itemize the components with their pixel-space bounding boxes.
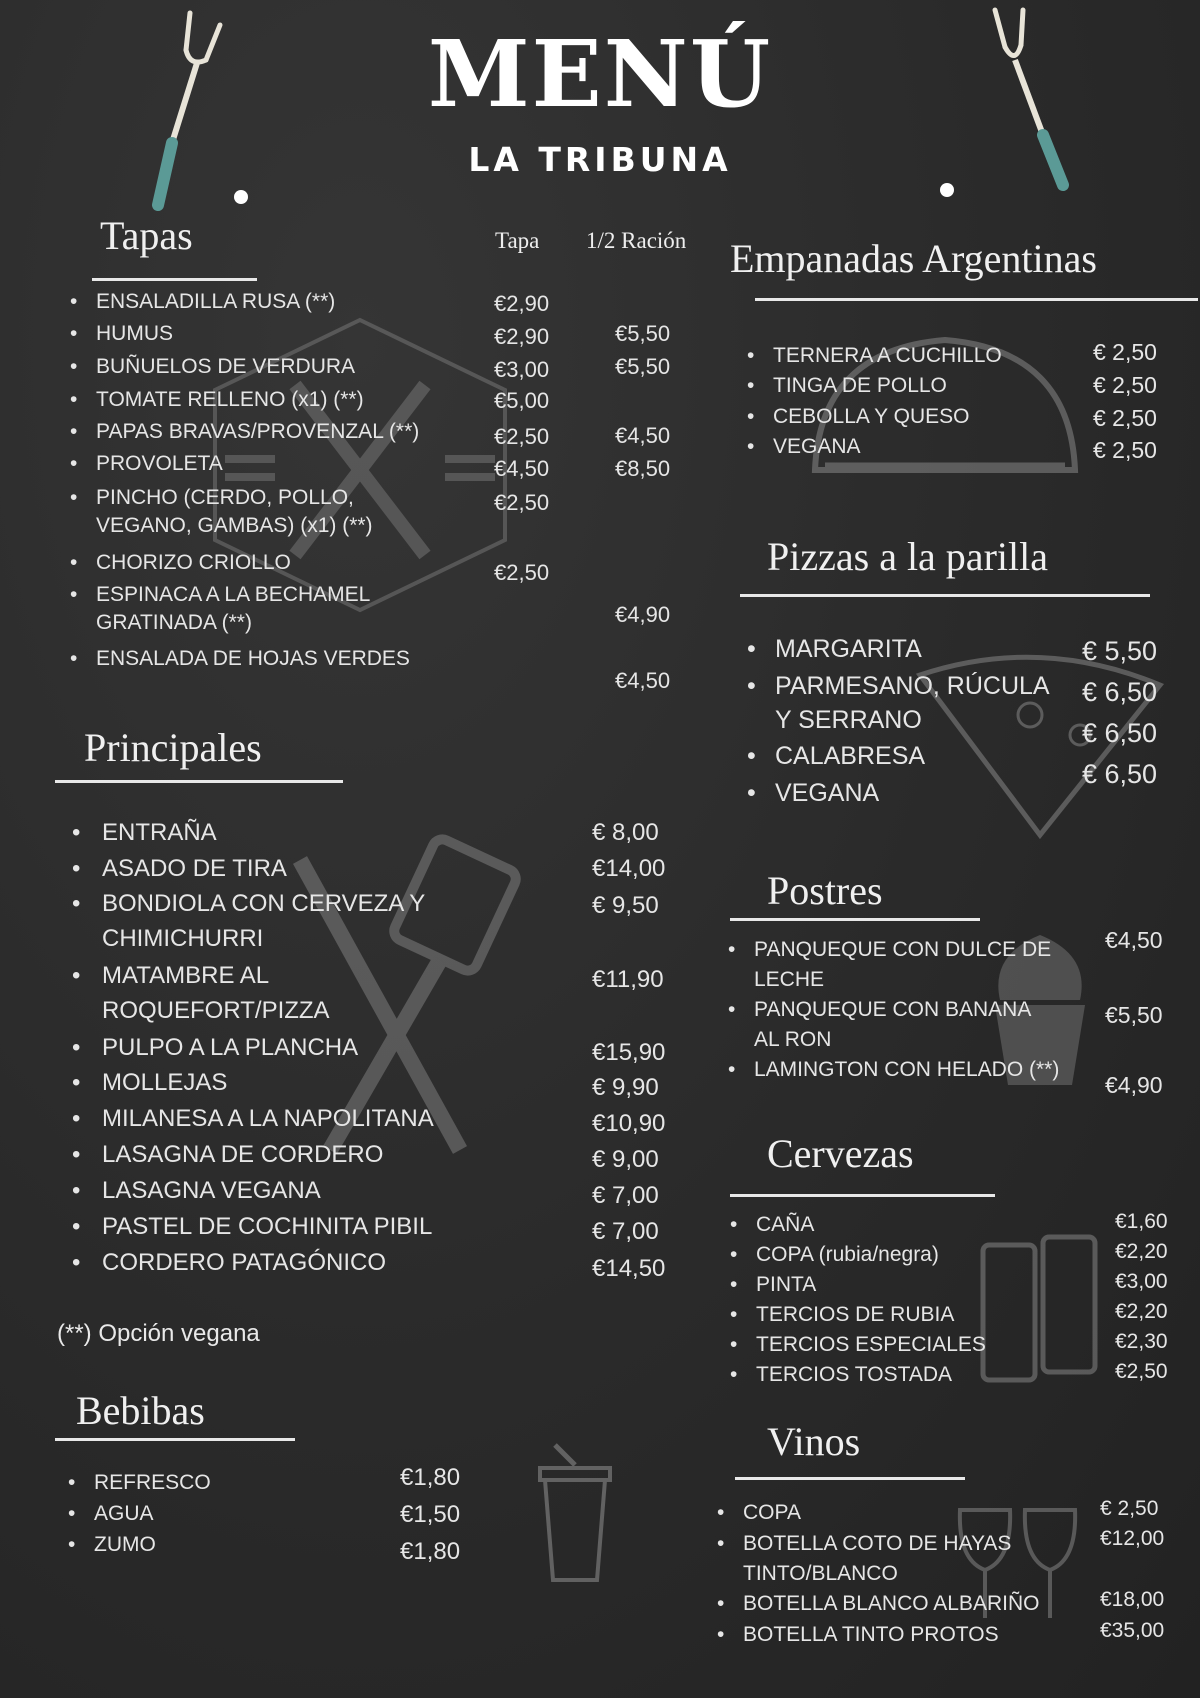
list-item [730,1240,939,1270]
item-name-continued: ROQUEFORT/PIZZA [102,997,330,1024]
item-price: €35,00 [1100,1619,1165,1642]
list-item [72,1173,321,1208]
bullet-icon: • [72,1034,81,1061]
item-price: €2,50 [1115,1360,1168,1383]
tapas-title: Tapas [100,213,193,258]
item-name: LAMINGTON CON HELADO (**) [754,1058,1060,1081]
bullet-icon: • [728,938,736,961]
list-item [730,1300,955,1330]
cervezas-underline [730,1194,995,1197]
item-name: MATAMBRE AL [102,962,270,989]
item-name: ESPINACA A LA BECHAMEL [96,583,371,606]
principales-title: Principales [84,725,262,770]
item-name: BONDIOLA CON CERVEZA Y [102,890,426,917]
item-price: €1,80 [400,1464,461,1491]
item-name-continued: TINTO/BLANCO [743,1562,898,1585]
item-name: PASTEL DE COCHINITA PIBIL [102,1213,433,1240]
item-name: CHORIZO CRIOLLO [96,551,291,574]
bullet-icon: • [68,1471,76,1494]
bullet-icon: • [747,672,756,700]
item-name: AGUA [94,1502,154,1525]
menu-title: MENÚ [427,20,773,128]
list-item [72,886,426,956]
bullet-icon: • [70,322,78,345]
item-name-continued: LECHE [754,968,825,991]
item-name: ENSALADA DE HOJAS VERDES [96,647,410,670]
item-price: €12,00 [1100,1527,1165,1550]
item-name: LASAGNA VEGANA [102,1177,321,1204]
list-item [717,1620,999,1650]
item-price: € 6,50 [1082,759,1158,789]
list-item [728,995,1032,1055]
item-name: TINGA DE POLLO [773,374,947,397]
item-name: BOTELLA TINTO PROTOS [743,1623,999,1646]
item-price: € 2,50 [1093,437,1157,463]
item-name-continued: Y SERRANO [775,706,922,734]
item-price: €15,90 [592,1039,666,1066]
item-price: € 8,00 [592,819,659,846]
item-price: €5,50 [615,354,671,379]
item-name: MOLLEJAS [102,1069,228,1096]
item-price: €2,50 [494,490,550,515]
bullet-icon: • [72,1069,81,1096]
bullet-icon: • [72,962,81,989]
item-price: €2,20 [1115,1240,1168,1263]
item-price: € 2,50 [1093,339,1157,365]
bullet-icon: • [728,998,736,1021]
vinos-title: Vinos [767,1419,861,1464]
list-item [72,1101,434,1136]
bullet-icon: • [717,1592,725,1615]
cervezas-title: Cervezas [767,1131,914,1176]
item-price: €2,50 [494,560,550,585]
list-item [728,1055,1060,1085]
bullet-icon: • [70,647,78,670]
item-name: TERNERA A CUCHILLO [773,344,1002,367]
item-price: €3,00 [494,357,550,382]
list-item [70,581,371,637]
bullet-icon: • [730,1243,738,1266]
list-item [72,1137,384,1172]
postres-underline [730,918,980,921]
tapas-col-tapa: Tapa [495,228,540,253]
item-price: €4,50 [494,456,550,481]
item-name: PROVOLETA [96,452,223,475]
tapas-col-racion: 1/2 Ración [586,228,687,253]
bullet-icon: • [72,1105,81,1132]
list-item [72,851,287,886]
list-item [72,1245,387,1280]
bullet-icon: • [68,1502,76,1525]
bullet-icon: • [70,388,78,411]
item-name: BUÑUELOS DE VERDURA [96,355,356,378]
item-price: €8,50 [615,456,671,481]
bullet-icon: • [730,1273,738,1296]
item-price: €2,90 [494,291,550,316]
list-item [730,1270,817,1300]
item-price: € 9,00 [592,1146,659,1173]
item-name: TERCIOS TOSTADA [756,1363,953,1386]
item-name-continued: AL RON [754,1028,832,1051]
list-item [70,450,223,478]
empanadas-underline [755,298,1198,301]
item-price: €14,50 [592,1255,666,1282]
bullet-icon: • [717,1532,725,1555]
list-item [70,645,410,673]
tapas-underline [92,278,257,281]
list-item [70,320,173,348]
item-price: € 2,50 [1093,405,1157,431]
item-price: €4,90 [1105,1072,1163,1098]
bullet-icon: • [747,344,755,367]
item-price: € 9,50 [592,892,659,919]
list-item [68,1468,211,1498]
item-price: € 6,50 [1082,677,1158,707]
list-item [68,1530,156,1560]
bullet-icon: • [717,1501,725,1524]
list-item [717,1529,1012,1589]
item-name: COPA [743,1501,801,1524]
drink-cup-icon [535,1440,615,1585]
item-name: CEBOLLA Y QUESO [773,405,970,428]
item-price: € 6,50 [1082,718,1158,748]
list-item [717,1498,801,1528]
item-price: €1,80 [400,1538,461,1565]
list-item [717,1589,1040,1619]
item-price: €11,90 [592,966,664,993]
bullet-icon: • [72,819,81,846]
bebidas-underline [55,1438,295,1441]
bullet-icon: • [730,1213,738,1236]
list-item [730,1330,986,1360]
list-item [70,386,364,414]
postres-title: Postres [767,868,883,913]
item-name: ENSALADILLA RUSA (**) [96,290,336,313]
item-name: VEGANA [773,435,861,458]
item-name-continued: GRATINADA (**) [96,611,252,634]
item-name: CALABRESA [775,742,926,770]
list-item [70,288,336,316]
bullet-icon: • [717,1623,725,1646]
item-name: VEGANA [775,779,880,807]
item-price: €18,00 [1100,1588,1165,1611]
item-price: € 5,50 [1082,636,1158,666]
item-price: €5,50 [615,321,671,346]
item-name: CORDERO PATAGÓNICO [102,1249,387,1276]
item-name: PAPAS BRAVAS/PROVENZAL (**) [96,420,420,443]
bullet-icon: • [68,1533,76,1556]
bullet-icon: • [72,1249,81,1276]
principales-underline [55,780,343,783]
item-price: € 2,50 [1100,1497,1159,1520]
pizzas-underline [740,594,1150,597]
list-item [730,1360,953,1390]
item-name: COPA (rubia/negra) [756,1243,939,1266]
bullet-icon: • [747,635,756,663]
list-item [70,418,420,446]
item-name: LASAGNA DE CORDERO [102,1141,384,1168]
item-price: €2,90 [494,324,550,349]
bebidas-title: Bebibas [76,1388,205,1433]
chalk-dot [940,183,954,197]
bullet-icon: • [72,855,81,882]
item-price: € 9,90 [592,1074,659,1101]
item-price: €4,50 [615,423,671,448]
bullet-icon: • [70,452,78,475]
list-item [747,341,1002,371]
bullet-icon: • [747,435,755,458]
bullet-icon: • [730,1303,738,1326]
item-name: PANQUEQUE CON DULCE DE [754,938,1052,961]
bullet-icon: • [70,551,78,574]
list-item [730,1210,815,1240]
item-price: €4,50 [615,668,671,693]
item-name: PANQUEQUE CON BANANA [754,998,1032,1021]
list-item [747,432,861,462]
item-name: BOTELLA BLANCO ALBARIÑO [743,1592,1040,1615]
item-name: CAÑA [756,1213,815,1236]
list-item [70,353,356,381]
item-name: TOMATE RELLENO (x1) (**) [96,388,364,411]
item-price: €5,00 [494,388,550,413]
item-name: MARGARITA [775,635,922,663]
item-price: €5,50 [1105,1002,1163,1028]
item-price: € 2,50 [1093,372,1157,398]
item-name: ASADO DE TIRA [102,855,287,882]
list-item [747,669,1050,737]
vinos-underline [735,1477,965,1480]
bullet-icon: • [72,890,81,917]
item-name: ENTRAÑA [102,819,217,846]
item-price: €1,60 [1115,1210,1168,1233]
bullet-icon: • [70,355,78,378]
empanadas-title: Empanadas Argentinas [730,236,1097,281]
bullet-icon: • [747,742,756,770]
pizzas-title: Pizzas a la parilla [767,534,1048,579]
list-item [70,549,291,577]
bullet-icon: • [72,1213,81,1240]
bullet-icon: • [747,374,755,397]
bullet-icon: • [70,420,78,443]
item-name: ZUMO [94,1533,156,1556]
bullet-icon: • [70,290,78,313]
list-item [747,371,947,401]
list-item [728,935,1052,995]
item-price: € 7,00 [592,1182,659,1209]
bullet-icon: • [730,1333,738,1356]
item-name: TERCIOS DE RUBIA [756,1303,955,1326]
list-item [72,1209,433,1244]
item-name: REFRESCO [94,1471,211,1494]
vegan-note: (**) Opción vegana [57,1320,260,1347]
item-price: €4,90 [615,602,671,627]
item-price: €2,20 [1115,1300,1168,1323]
item-price: €10,90 [592,1110,666,1137]
bullet-icon: • [72,1141,81,1168]
list-item [747,739,926,773]
chalk-dot [234,190,248,204]
list-item [70,484,373,540]
list-item [72,815,217,850]
bullet-icon: • [747,405,755,428]
item-price: €2,50 [494,424,550,449]
list-item [72,1030,359,1065]
item-name: PINCHO (CERDO, POLLO, [96,486,354,509]
item-name: MILANESA A LA NAPOLITANA [102,1105,434,1132]
item-name: BOTELLA COTO DE HAYAS [743,1532,1012,1555]
bullet-icon: • [70,583,78,606]
item-name-continued: VEGANO, GAMBAS) (x1) (**) [96,514,373,537]
item-name: PINTA [756,1273,817,1296]
item-name-continued: CHIMICHURRI [102,925,264,952]
item-price: € 7,00 [592,1218,659,1245]
list-item [747,402,970,432]
beer-glasses-icon [975,1225,1105,1385]
bullet-icon: • [730,1363,738,1386]
restaurant-name: LA TRIBUNA [468,140,732,179]
item-name: PARMESANO, RÚCULA [775,672,1050,700]
bullet-icon: • [728,1058,736,1081]
item-name: TERCIOS ESPECIALES [756,1333,986,1356]
list-item [68,1499,154,1529]
bullet-icon: • [70,486,78,509]
bullet-icon: • [72,1177,81,1204]
item-name: PULPO A LA PLANCHA [102,1034,359,1061]
bullet-icon: • [747,779,756,807]
item-price: €4,50 [1105,927,1163,953]
list-item [747,776,880,810]
item-price: €3,00 [1115,1270,1168,1293]
list-item [72,1065,228,1100]
item-price: €14,00 [592,855,666,882]
item-name: HUMUS [96,322,173,345]
list-item [747,632,922,666]
item-price: €1,50 [400,1501,461,1528]
item-price: €2,30 [1115,1330,1168,1353]
list-item [72,958,330,1028]
